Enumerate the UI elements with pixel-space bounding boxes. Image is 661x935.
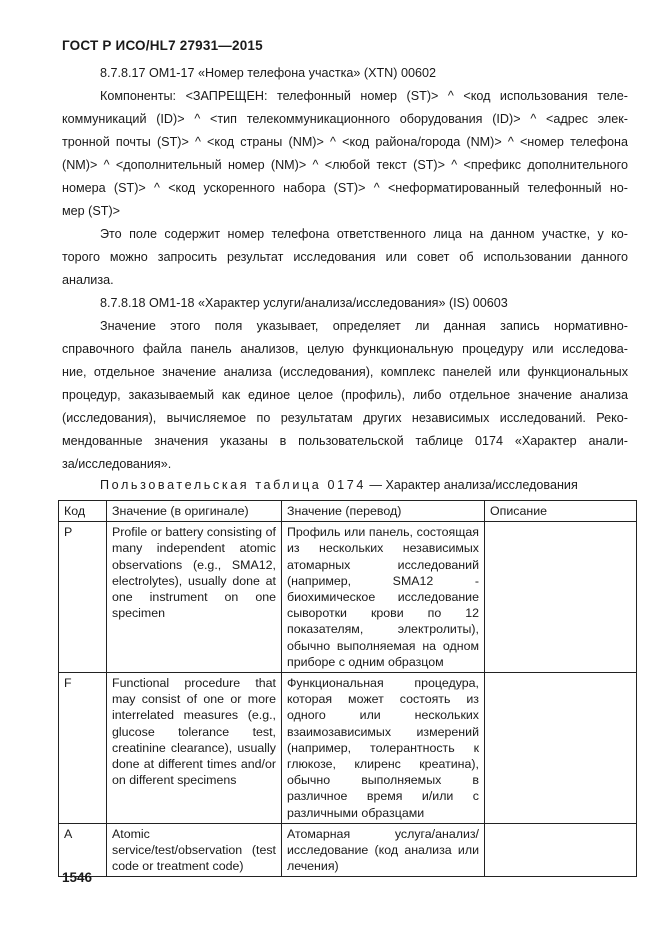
cell-description [485, 522, 637, 673]
document-header: ГОСТ Р ИСО/HL7 27931—2015 [62, 38, 263, 53]
cell-translation: Профиль или панель, состоящая из нескольких независимых атомарных исследований (например, SMA12 - биохимическое исследование сыворотки крови по 12 показателям, электролиты), обычно выполняемая на одном приборе с одним образцом [282, 522, 485, 673]
cell-description [485, 673, 637, 824]
components-line: коммуникаций (ID)> ^ <тип телекоммуникационного оборудования (ID)> ^ <адрес элек- [62, 112, 628, 126]
table-header-row [59, 501, 637, 522]
description-line: справочного файла панель анализов, целую функциональную процедуру или исследова- [62, 342, 628, 356]
description-line: за/исследования». [62, 457, 172, 471]
cell-code: F [59, 673, 107, 824]
column-header-code: Код [59, 501, 107, 522]
description-line: торого можно запросить результат исследования или совет об использовании данного [62, 250, 628, 264]
column-header-description: Описание [485, 501, 637, 522]
components-line: Компоненты: <ЗАПРЕЩЕН: телефонный номер (ST)> ^ <код использования теле- [100, 89, 628, 103]
table-caption-label: Пользовательская таблица 0174 [100, 478, 366, 492]
description-line: мендованные значения указаны в пользовательской таблице 0174 «Характер анали- [62, 434, 628, 448]
table-caption-title: — Характер анализа/исследования [365, 478, 578, 492]
page-number: 1546 [62, 870, 93, 885]
cell-original: Profile or battery consisting of many independent atomic observations (e.g., SMA12, electrolytes), usually done at one instrument on one specimen [107, 522, 282, 673]
components-line: номера (ST)> ^ <код ускоренного набора (ST)> ^ <неформатированный телефонный но- [62, 181, 628, 195]
description-line: Это поле содержит номер телефона ответственного лица на данном участке, у ко- [100, 227, 628, 241]
cell-code: A [59, 823, 107, 877]
table-row [59, 673, 637, 824]
table-caption [100, 478, 578, 492]
components-line: тронной почты (ST)> ^ <код страны (NM)> ^ <код района/города (NM)> ^ <номер телефона [62, 135, 628, 149]
table-row [59, 823, 637, 877]
description-line: процедур, заказываемый как единое целое (профиль), либо отдельное значение анализа [62, 388, 628, 402]
section-heading-om1-18: 8.7.8.18 ОМ1-18 «Характер услуги/анализа/исследования» (IS) 00603 [100, 296, 508, 310]
components-line: (NM)> ^ <дополнительный номер (NM)> ^ <любой текст (ST)> ^ <префикс дополнительного [62, 158, 628, 172]
table-row [59, 522, 637, 673]
column-header-original: Значение (в оригинале) [107, 501, 282, 522]
description-line: (исследования), вычисляемое по результатам других независимых исследований. Реко- [62, 411, 628, 425]
description-line: Значение этого поля указывает, определяет ли данная запись нормативно- [100, 319, 628, 333]
cell-translation: Функциональная процедура, которая может состоять из одного или нескольких взаимозависимых измерений (например, толерантность к глюкозе, клиренс креатина), обычно выполняемых в различное время и/или с различными образцами [282, 673, 485, 824]
cell-original: Functional procedure that may consist of one or more interrelated measures (e.g., glucose tolerance test, creatinine clearance), usually done at different times and/or on different specimens [107, 673, 282, 824]
cell-original: Atomic service/test/observation (test code or treatment code) [107, 823, 282, 877]
analysis-character-table [58, 500, 637, 877]
description-line: анализа. [62, 273, 114, 287]
column-header-translation: Значение (перевод) [282, 501, 485, 522]
cell-description [485, 823, 637, 877]
cell-translation: Атомарная услуга/анализ/исследование (код анализа или лечения) [282, 823, 485, 877]
section-heading-om1-17: 8.7.8.17 ОМ1-17 «Номер телефона участка» (XTN) 00602 [100, 66, 436, 80]
description-line: ние, отдельное значение анализа (исследования), комплекс панелей или функциональных [62, 365, 628, 379]
cell-code: P [59, 522, 107, 673]
components-line: мер (ST)> [62, 204, 121, 218]
